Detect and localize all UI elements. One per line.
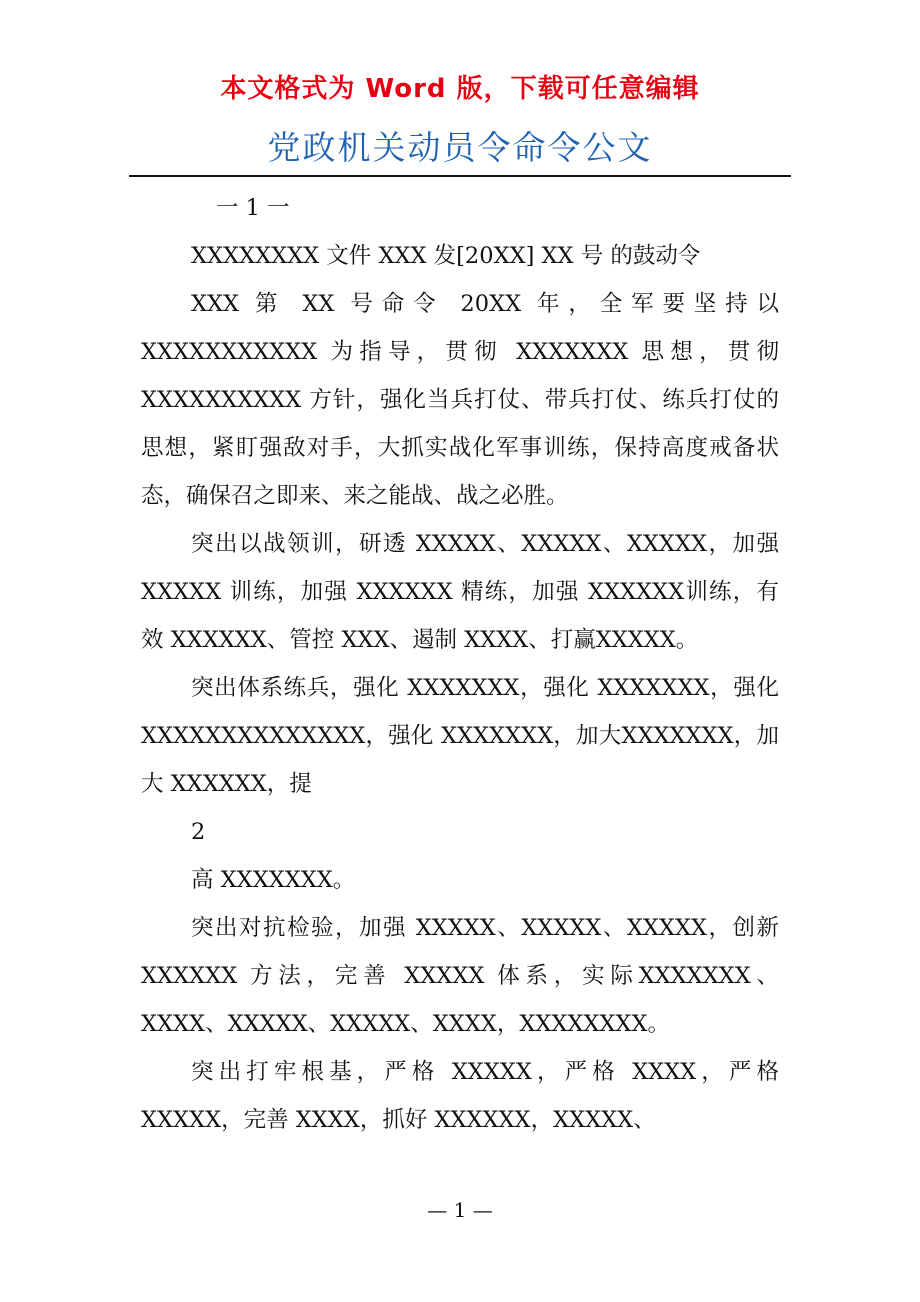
title-divider bbox=[129, 175, 791, 177]
paragraph-system: 突出体系练兵，强化 XXXXXXX，强化 XXXXXXX，强化 XXXXXXXXXXXXXX，强化 XXXXXXX，加大XXXXXXX，加大 XXXXXX，提 bbox=[141, 675, 779, 797]
paragraph-training: 突出以战领训，研透 XXXXX、XXXXX、XXXXX，加强 XXXXX 训练，加强 XXXXXX 精练，加强 XXXXXX训练，有效 XXXXXX、管控 XXX、遏制 XXXX、打赢XXXXX。 bbox=[141, 531, 779, 653]
inline-page-number: 2 bbox=[191, 819, 206, 845]
paragraph-continuation: 高 XXXXXXX。 bbox=[191, 867, 356, 893]
document-body bbox=[141, 184, 779, 1144]
format-notice-banner: 本文格式为 Word 版，下载可任意编辑 bbox=[220, 74, 700, 104]
document-title: 党政机关动员令命令公文 bbox=[267, 128, 653, 167]
page-marker: 一 1 一 bbox=[216, 195, 290, 221]
paragraph-order: XXX 第 XX 号命令 20XX 年，全军要坚持以XXXXXXXXXXX 为指导，贯彻 XXXXXXX 思想，贯彻XXXXXXXXXX 方针，强化当兵打仗、带兵打仗、练兵打仗的思想，紧盯强敌对手，大抓实战化军事训练，保持高度戒备状态，确保召之即来、来之能战、战之必胜。 bbox=[141, 291, 779, 509]
paragraph-confrontation: 突出对抗检验，加强 XXXXX、XXXXX、XXXXX，创新 XXXXXX 方法，完善 XXXXX 体系，实际XXXXXXX、XXXX、XXXXX、XXXXX、XXXX，XXXXXXXX。 bbox=[141, 915, 779, 1037]
page-footer: — 1 — bbox=[427, 1198, 493, 1222]
paragraph-foundation: 突出打牢根基，严格 XXXXX，严格 XXXX，严格XXXXX，完善 XXXX，抓好 XXXXXX，XXXXX、 bbox=[141, 1059, 779, 1133]
paragraph-heading: XXXXXXXX 文件 XXX 发[20XX] XX 号 的鼓动令 bbox=[191, 243, 701, 269]
